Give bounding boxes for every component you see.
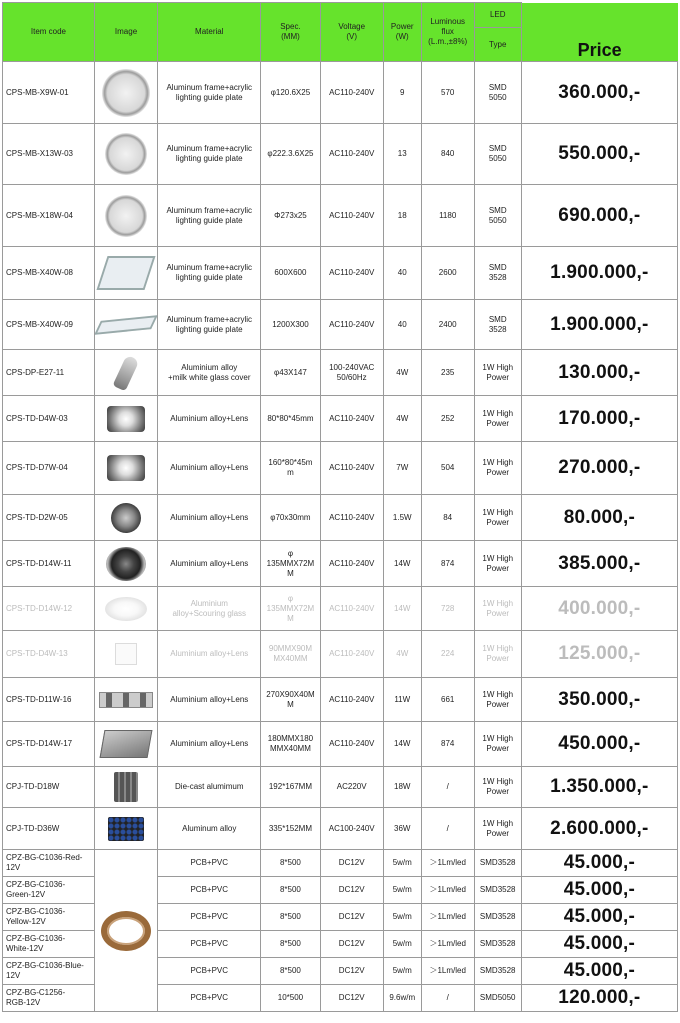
price-cell: 385.000,-: [521, 541, 677, 587]
white-downlight-icon: [105, 597, 147, 621]
power-cell: 5w/m: [383, 958, 421, 985]
luminous-flux-cell: ＞1Lm/led: [421, 958, 474, 985]
item-code-cell: CPS-TD-D11W-16: [3, 678, 95, 722]
luminous-flux-cell: /: [421, 808, 474, 850]
voltage-cell: AC110-240V: [320, 722, 383, 767]
material-cell: Aluminum frame+acrylic lighting guide plate: [158, 124, 261, 185]
led-type-cell: 1W High Power: [474, 541, 521, 587]
table-row: [3, 722, 678, 767]
item-code-cell: CPS-DP-E27-11: [3, 350, 95, 396]
voltage-cell: AC110-240V: [320, 62, 383, 124]
table-row: [3, 247, 678, 300]
luminous-flux-cell: 235: [421, 350, 474, 396]
led-type-cell: SMD3528: [474, 904, 521, 931]
power-cell: 14W: [383, 541, 421, 587]
product-image: [94, 442, 157, 495]
double-spotlight-icon: [107, 455, 145, 481]
product-image: [94, 767, 157, 808]
spec-cell: φ43X147: [261, 350, 320, 396]
power-cell: 18W: [383, 767, 421, 808]
price-list-table: [2, 2, 678, 1012]
price-cell: 170.000,-: [521, 396, 677, 442]
header-luminous-flux: Luminous flux (L.m.,±8%): [421, 3, 474, 62]
triple-spotlight-icon: [99, 692, 153, 708]
voltage-cell: AC110-240V: [320, 300, 383, 350]
quad-spotlight-icon: [100, 730, 153, 758]
material-cell: PCB+PVC: [158, 958, 261, 985]
spec-cell: 8*500: [261, 931, 320, 958]
led-type-cell: 1W High Power: [474, 808, 521, 850]
square-downlight-icon: [115, 643, 137, 665]
item-code-cell: CPS-TD-D14W-17: [3, 722, 95, 767]
header-image: Image: [94, 3, 157, 62]
product-image: [94, 396, 157, 442]
table-row: [3, 587, 678, 631]
material-cell: Aluminium alloy+Lens: [158, 442, 261, 495]
led-type-cell: SMD3528: [474, 931, 521, 958]
material-cell: PCB+PVC: [158, 877, 261, 904]
product-image: [94, 850, 157, 1012]
material-cell: Aluminium alloy+Lens: [158, 541, 261, 587]
item-code-cell: CPS-TD-D4W-13: [3, 631, 95, 678]
material-cell: Aluminium alloy+Lens: [158, 631, 261, 678]
voltage-cell: AC110-240V: [320, 587, 383, 631]
table-row: [3, 495, 678, 541]
header-voltage: Voltage (V): [320, 3, 383, 62]
power-cell: 13: [383, 124, 421, 185]
product-image: [94, 62, 157, 124]
voltage-cell: AC110-240V: [320, 495, 383, 541]
luminous-flux-cell: 874: [421, 722, 474, 767]
voltage-cell: AC110-240V: [320, 185, 383, 247]
led-type-cell: SMD 5050: [474, 185, 521, 247]
price-cell: 690.000,-: [521, 185, 677, 247]
spec-cell: 8*500: [261, 850, 320, 877]
price-cell: 125.000,-: [521, 631, 677, 678]
product-image: [94, 247, 157, 300]
table-row: [3, 541, 678, 587]
voltage-cell: AC110-240V: [320, 541, 383, 587]
item-code-cell: CPZ-BG-C1036- Yellow-12V: [3, 904, 95, 931]
power-cell: 1.5W: [383, 495, 421, 541]
led-type-cell: SMD3528: [474, 850, 521, 877]
product-image: [94, 495, 157, 541]
led-strip-icon: [101, 911, 151, 951]
item-code-cell: CPZ-BG-C1036- White-12V: [3, 931, 95, 958]
led-type-cell: 1W High Power: [474, 678, 521, 722]
price-cell: 130.000,-: [521, 350, 677, 396]
material-cell: Aluminum frame+acrylic lighting guide plate: [158, 247, 261, 300]
header-material: Material: [158, 3, 261, 62]
power-cell: 18: [383, 185, 421, 247]
item-code-cell: CPZ-BG-C1036-Red- 12V: [3, 850, 95, 877]
luminous-flux-cell: 661: [421, 678, 474, 722]
spec-cell: 8*500: [261, 958, 320, 985]
power-cell: 5w/m: [383, 877, 421, 904]
led-type-cell: 1W High Power: [474, 442, 521, 495]
spec-cell: 8*500: [261, 877, 320, 904]
spec-cell: 180MMX180 MMX40MM: [261, 722, 320, 767]
material-cell: Aluminium alloy+Lens: [158, 722, 261, 767]
led-type-cell: SMD3528: [474, 958, 521, 985]
item-code-cell: CPS-TD-D7W-04: [3, 442, 95, 495]
table-row: [3, 185, 678, 247]
power-cell: 7W: [383, 442, 421, 495]
luminous-flux-cell: 570: [421, 62, 474, 124]
price-cell: 80.000,-: [521, 495, 677, 541]
price-cell: 270.000,-: [521, 442, 677, 495]
power-cell: 14W: [383, 587, 421, 631]
luminous-flux-cell: 728: [421, 587, 474, 631]
led-type-cell: SMD 5050: [474, 62, 521, 124]
voltage-cell: AC110-240V: [320, 631, 383, 678]
voltage-cell: AC100-240V: [320, 808, 383, 850]
long-panel-icon: [94, 315, 157, 335]
item-code-cell: CPZ-BG-C1036- Green-12V: [3, 877, 95, 904]
item-code-cell: CPS-MB-X13W-03: [3, 124, 95, 185]
table-row: [3, 350, 678, 396]
item-code-cell: CPJ-TD-D36W: [3, 808, 95, 850]
price-cell: 2.600.000,-: [521, 808, 677, 850]
luminous-flux-cell: 224: [421, 631, 474, 678]
luminous-flux-cell: /: [421, 985, 474, 1012]
luminous-flux-cell: ＞1Lm/led: [421, 931, 474, 958]
luminous-flux-cell: 874: [421, 541, 474, 587]
led-type-cell: 1W High Power: [474, 495, 521, 541]
spec-cell: φ222.3.6X25: [261, 124, 320, 185]
table-row: [3, 678, 678, 722]
luminous-flux-cell: /: [421, 767, 474, 808]
product-image: [94, 124, 157, 185]
material-cell: Aluminium alloy +milk white glass cover: [158, 350, 261, 396]
spec-cell: 80*80*45mm: [261, 396, 320, 442]
voltage-cell: AC220V: [320, 767, 383, 808]
luminous-flux-cell: ＞1Lm/led: [421, 850, 474, 877]
power-cell: 4W: [383, 396, 421, 442]
round-panel-icon: [105, 195, 147, 237]
bulb-icon: [113, 354, 140, 391]
led-type-cell: SMD 5050: [474, 124, 521, 185]
spec-cell: φ 135MMX72M M: [261, 587, 320, 631]
voltage-cell: DC12V: [320, 985, 383, 1012]
round-spotlight-icon: [111, 503, 141, 533]
price-cell: 120.000,-: [521, 985, 677, 1012]
item-code-cell: CPZ-BG-C1256- RGB-12V: [3, 985, 95, 1012]
price-cell: 45.000,-: [521, 877, 677, 904]
material-cell: PCB+PVC: [158, 904, 261, 931]
table-row: [3, 396, 678, 442]
product-image: [94, 722, 157, 767]
power-cell: 40: [383, 300, 421, 350]
item-code-cell: CPS-TD-D4W-03: [3, 396, 95, 442]
wide-floodlight-icon: [108, 817, 144, 841]
voltage-cell: DC12V: [320, 850, 383, 877]
luminous-flux-cell: ＞1Lm/led: [421, 877, 474, 904]
voltage-cell: DC12V: [320, 958, 383, 985]
luminous-flux-cell: 2400: [421, 300, 474, 350]
item-code-cell: CPS-MB-X9W-01: [3, 62, 95, 124]
floodlight-icon: [114, 772, 138, 802]
item-code-cell: CPS-MB-X18W-04: [3, 185, 95, 247]
table-row: [3, 631, 678, 678]
power-cell: 9: [383, 62, 421, 124]
luminous-flux-cell: 1180: [421, 185, 474, 247]
luminous-flux-cell: ＞1Lm/led: [421, 904, 474, 931]
square-panel-icon: [97, 256, 156, 290]
product-image: [94, 808, 157, 850]
table-row: [3, 850, 678, 877]
material-cell: Aluminum alloy: [158, 808, 261, 850]
material-cell: Aluminium alloy+Lens: [158, 396, 261, 442]
material-cell: PCB+PVC: [158, 985, 261, 1012]
table-row: [3, 808, 678, 850]
led-type-cell: SMD 3528: [474, 300, 521, 350]
led-type-cell: 1W High Power: [474, 631, 521, 678]
item-code-cell: CPS-MB-X40W-08: [3, 247, 95, 300]
price-cell: 450.000,-: [521, 722, 677, 767]
power-cell: 5w/m: [383, 904, 421, 931]
spec-cell: 270X90X40M M: [261, 678, 320, 722]
spec-cell: 192*167MM: [261, 767, 320, 808]
material-cell: Aluminum frame+acrylic lighting guide plate: [158, 62, 261, 124]
header-spec: Spec. (MM): [261, 3, 320, 62]
led-type-cell: 1W High Power: [474, 396, 521, 442]
product-image: [94, 587, 157, 631]
material-cell: PCB+PVC: [158, 850, 261, 877]
luminous-flux-cell: 840: [421, 124, 474, 185]
header-led: LED: [474, 3, 521, 28]
price-cell: 350.000,-: [521, 678, 677, 722]
product-image: [94, 541, 157, 587]
voltage-cell: DC12V: [320, 904, 383, 931]
price-cell: 45.000,-: [521, 931, 677, 958]
item-code-cell: CPS-MB-X40W-09: [3, 300, 95, 350]
item-code-cell: CPJ-TD-D18W: [3, 767, 95, 808]
power-cell: 36W: [383, 808, 421, 850]
table-row: [3, 62, 678, 124]
product-image: [94, 678, 157, 722]
item-code-cell: CPS-TD-D14W-12: [3, 587, 95, 631]
header-price: Price: [521, 3, 677, 62]
table-row: [3, 300, 678, 350]
led-type-cell: 1W High Power: [474, 350, 521, 396]
header-item-code: Item code: [3, 3, 95, 62]
voltage-cell: DC12V: [320, 931, 383, 958]
power-cell: 9.6w/m: [383, 985, 421, 1012]
item-code-cell: CPS-TD-D2W-05: [3, 495, 95, 541]
spec-cell: φ70x30mm: [261, 495, 320, 541]
voltage-cell: DC12V: [320, 877, 383, 904]
header-type: Type: [474, 28, 521, 62]
power-cell: 5w/m: [383, 931, 421, 958]
luminous-flux-cell: 84: [421, 495, 474, 541]
material-cell: Die-cast alumimum: [158, 767, 261, 808]
led-type-cell: SMD5050: [474, 985, 521, 1012]
voltage-cell: AC110-240V: [320, 247, 383, 300]
voltage-cell: AC110-240V: [320, 678, 383, 722]
spec-cell: 600X600: [261, 247, 320, 300]
power-cell: 11W: [383, 678, 421, 722]
material-cell: Aluminum frame+acrylic lighting guide plate: [158, 300, 261, 350]
header-power: Power (W): [383, 3, 421, 62]
material-cell: Aluminium alloy+Lens: [158, 678, 261, 722]
luminous-flux-cell: 2600: [421, 247, 474, 300]
voltage-cell: 100-240VAC 50/60Hz: [320, 350, 383, 396]
round-panel-icon: [102, 69, 150, 117]
round-panel-icon: [105, 133, 147, 175]
product-image: [94, 631, 157, 678]
led-type-cell: SMD3528: [474, 877, 521, 904]
led-type-cell: 1W High Power: [474, 587, 521, 631]
power-cell: 4W: [383, 631, 421, 678]
spec-cell: 90MMX90M MX40MM: [261, 631, 320, 678]
price-cell: 45.000,-: [521, 904, 677, 931]
price-cell: 400.000,-: [521, 587, 677, 631]
led-type-cell: 1W High Power: [474, 767, 521, 808]
product-image: [94, 185, 157, 247]
led-type-cell: 1W High Power: [474, 722, 521, 767]
power-cell: 14W: [383, 722, 421, 767]
price-cell: 45.000,-: [521, 850, 677, 877]
power-cell: 40: [383, 247, 421, 300]
multi-led-downlight-icon: [106, 547, 146, 581]
spec-cell: 335*152MM: [261, 808, 320, 850]
table-row: [3, 124, 678, 185]
material-cell: PCB+PVC: [158, 931, 261, 958]
product-image: [94, 350, 157, 396]
price-cell: 550.000,-: [521, 124, 677, 185]
item-code-cell: CPZ-BG-C1036-Blue- 12V: [3, 958, 95, 985]
spec-cell: 160*80*45m m: [261, 442, 320, 495]
spec-cell: 10*500: [261, 985, 320, 1012]
spec-cell: 8*500: [261, 904, 320, 931]
spec-cell: 1200X300: [261, 300, 320, 350]
table-row: [3, 442, 678, 495]
voltage-cell: AC110-240V: [320, 442, 383, 495]
material-cell: Aluminium alloy+Scouring glass: [158, 587, 261, 631]
price-cell: 45.000,-: [521, 958, 677, 985]
led-type-cell: SMD 3528: [474, 247, 521, 300]
voltage-cell: AC110-240V: [320, 124, 383, 185]
luminous-flux-cell: 252: [421, 396, 474, 442]
spec-cell: φ 135MMX72M M: [261, 541, 320, 587]
product-image: [94, 300, 157, 350]
price-cell: 1.350.000,-: [521, 767, 677, 808]
power-cell: 4W: [383, 350, 421, 396]
table-row: [3, 767, 678, 808]
luminous-flux-cell: 504: [421, 442, 474, 495]
material-cell: Aluminium alloy+Lens: [158, 495, 261, 541]
square-spotlight-icon: [107, 406, 145, 432]
material-cell: Aluminum frame+acrylic lighting guide plate: [158, 185, 261, 247]
price-cell: 1.900.000,-: [521, 300, 677, 350]
spec-cell: Φ273x25: [261, 185, 320, 247]
power-cell: 5w/m: [383, 850, 421, 877]
item-code-cell: CPS-TD-D14W-11: [3, 541, 95, 587]
voltage-cell: AC110-240V: [320, 396, 383, 442]
price-cell: 1.900.000,-: [521, 247, 677, 300]
spec-cell: φ120.6X25: [261, 62, 320, 124]
price-cell: 360.000,-: [521, 62, 677, 124]
